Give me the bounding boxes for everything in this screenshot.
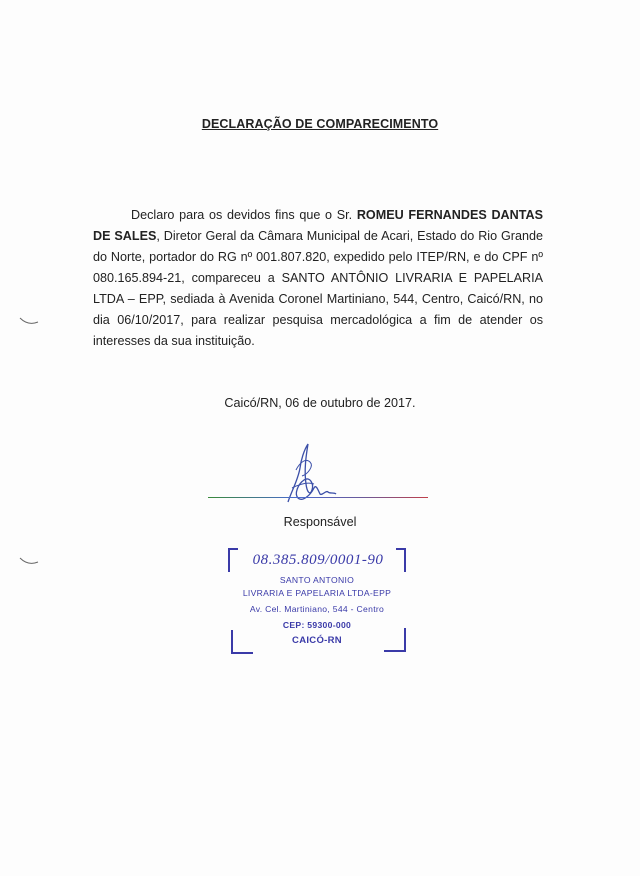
scan-mark-icon [18,316,40,328]
stamp-cep: CEP: 59300-000 [282,620,352,630]
signature-label: Responsável [283,515,357,529]
stamp-cnpj: 08.385.809/0001-90 [252,552,384,568]
company-stamp [228,548,406,654]
document-title: DECLARAÇÃO DE COMPARECIMENTO [201,117,439,131]
stamp-company-name: SANTO ANTONIO [279,575,355,585]
stamp-city: CAICÓ-RN [292,635,342,646]
handwritten-signature [270,440,350,510]
stamp-address: Av. Cel. Martiniano, 544 - Centro [249,604,385,614]
signature-line [208,497,428,498]
stamp-company-type: LIVRARIA E PAPELARIA LTDA-EPP [242,588,392,598]
declared-person-name: ROMEU FERNANDES DANTAS DE SALES [93,208,543,243]
declaration-body [93,205,543,352]
place-and-date: Caicó/RN, 06 de outubro de 2017. [224,396,416,410]
body-rest: , Diretor Geral da Câmara Municipal de Acari, Estado do Rio Grande do Norte, portador do RG nº 001.807.820, expedido pelo ITEP/RN, e do CPF nº 080.165.894-21, compareceu a SANTO ANTÔNIO LIVRARIA E PAPELARIA LTDA – EPP, sediada à Avenida Coronel Martiniano, 544, Centro, Caicó/RN, no dia 06/10/2017, para realizar pesquisa mercadológica a fim de atender os interesses da sua instituição. [93,229,543,348]
body-intro: Declaro para os devidos fins que o Sr. [131,208,357,222]
stamp-bracket [228,548,238,572]
scan-mark-icon [18,556,40,568]
